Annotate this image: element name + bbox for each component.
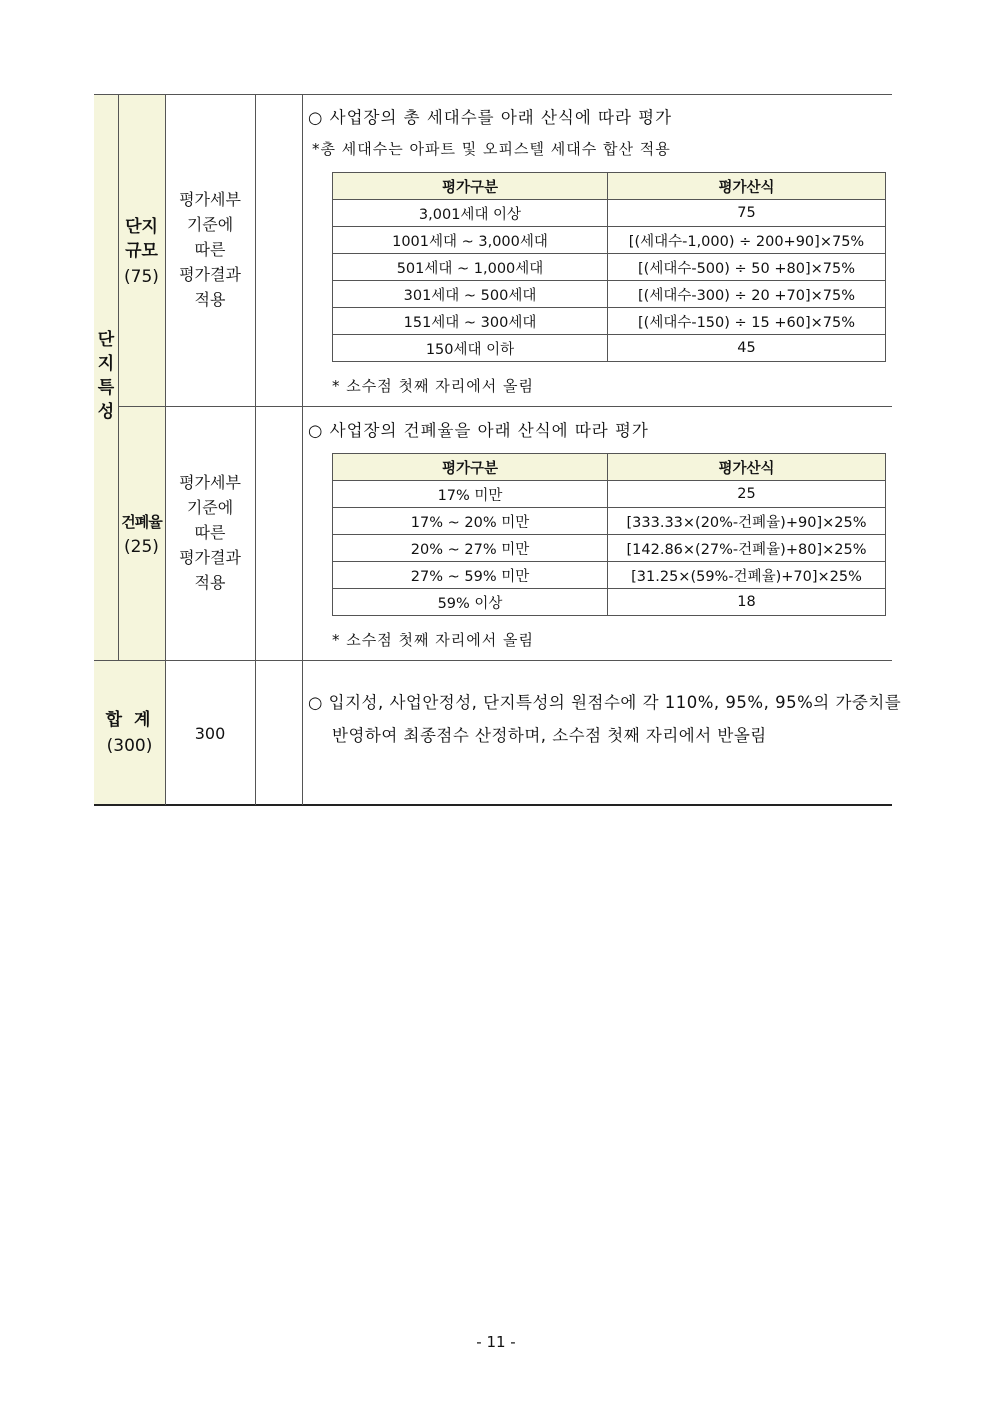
eval-table-2 bbox=[332, 453, 886, 616]
row-divider-1 bbox=[118, 406, 892, 407]
header-category: 평가구분 bbox=[333, 173, 608, 200]
eval-table-1 bbox=[332, 172, 886, 362]
section-label: 단지특성 bbox=[97, 330, 115, 422]
table-row: 27% ~ 59% 미만 [31.25×(59%-건폐율)+70]×25% bbox=[333, 562, 886, 589]
table-row: 17% 미만 25 bbox=[333, 481, 886, 508]
category-score-1: (75) bbox=[124, 267, 159, 287]
table-header-row bbox=[333, 173, 886, 200]
table-row: 151세대 ~ 300세대 [(세대수-150) ÷ 15 +60]×75% bbox=[333, 308, 886, 335]
criterion-text-1: 평가세부 기준에 따른 평가결과 적용 bbox=[179, 190, 241, 309]
header-formula: 평가산식 bbox=[608, 454, 886, 481]
col-divider-3 bbox=[255, 94, 256, 805]
table-row: 59% 이상 18 bbox=[333, 589, 886, 616]
category-name-1: 단지규모 bbox=[125, 217, 158, 261]
category-cell-2 bbox=[118, 407, 165, 660]
table-bottom-border bbox=[94, 804, 892, 806]
subnote-1: *총 세대수는 아파트 및 오피스텔 세대수 합산 적용 bbox=[312, 140, 671, 158]
table-row: 20% ~ 27% 미만 [142.86×(27%-건폐율)+80]×25% bbox=[333, 535, 886, 562]
category-score-2: (25) bbox=[124, 537, 159, 557]
table-row: 501세대 ~ 1,000세대 [(세대수-500) ÷ 50 +80]×75% bbox=[333, 254, 886, 281]
page-number: - 11 - bbox=[476, 1333, 516, 1351]
table-row: 301세대 ~ 500세대 [(세대수-300) ÷ 20 +70]×75% bbox=[333, 281, 886, 308]
col-divider-4 bbox=[302, 94, 303, 805]
footnote-2: * 소수점 첫째 자리에서 올림 bbox=[332, 631, 534, 649]
table-row: 17% ~ 20% 미만 [333.33×(20%-건폐율)+90]×25% bbox=[333, 508, 886, 535]
header-category: 평가구분 bbox=[333, 454, 608, 481]
total-label-cell bbox=[94, 660, 165, 805]
footnote-1: * 소수점 첫째 자리에서 올림 bbox=[332, 377, 534, 395]
col-divider-1 bbox=[118, 94, 119, 660]
table-row: 150세대 이하 45 bbox=[333, 335, 886, 362]
table-top-border bbox=[94, 94, 892, 95]
criterion-text-2: 평가세부 기준에 따른 평가결과 적용 bbox=[179, 473, 241, 592]
row-divider-2 bbox=[94, 660, 892, 661]
total-value: 300 bbox=[194, 724, 226, 743]
table-header-row bbox=[333, 454, 886, 481]
table-row: 3,001세대 이상 75 bbox=[333, 200, 886, 227]
bullet-text-2: ○ 사업장의 건폐율을 아래 산식에 따라 평가 bbox=[308, 421, 649, 440]
category-name-2: 건폐율 bbox=[121, 513, 162, 531]
header-formula: 평가산식 bbox=[608, 173, 886, 200]
total-score: (300) bbox=[106, 736, 153, 756]
bullet-text-1: ○ 사업장의 총 세대수를 아래 산식에 따라 평가 bbox=[308, 108, 673, 127]
total-label: 합 계 bbox=[105, 710, 154, 730]
total-description: ○ 입지성, 사업안정성, 단지특성의 원점수에 각 110%, 95%, 95%의 가중치를 반영하여 최종점수 산정하며, 소수점 첫째 자리에서 반올림 bbox=[308, 693, 902, 745]
table-row: 1001세대 ~ 3,000세대 [(세대수-1,000) ÷ 200+90]×75% bbox=[333, 227, 886, 254]
